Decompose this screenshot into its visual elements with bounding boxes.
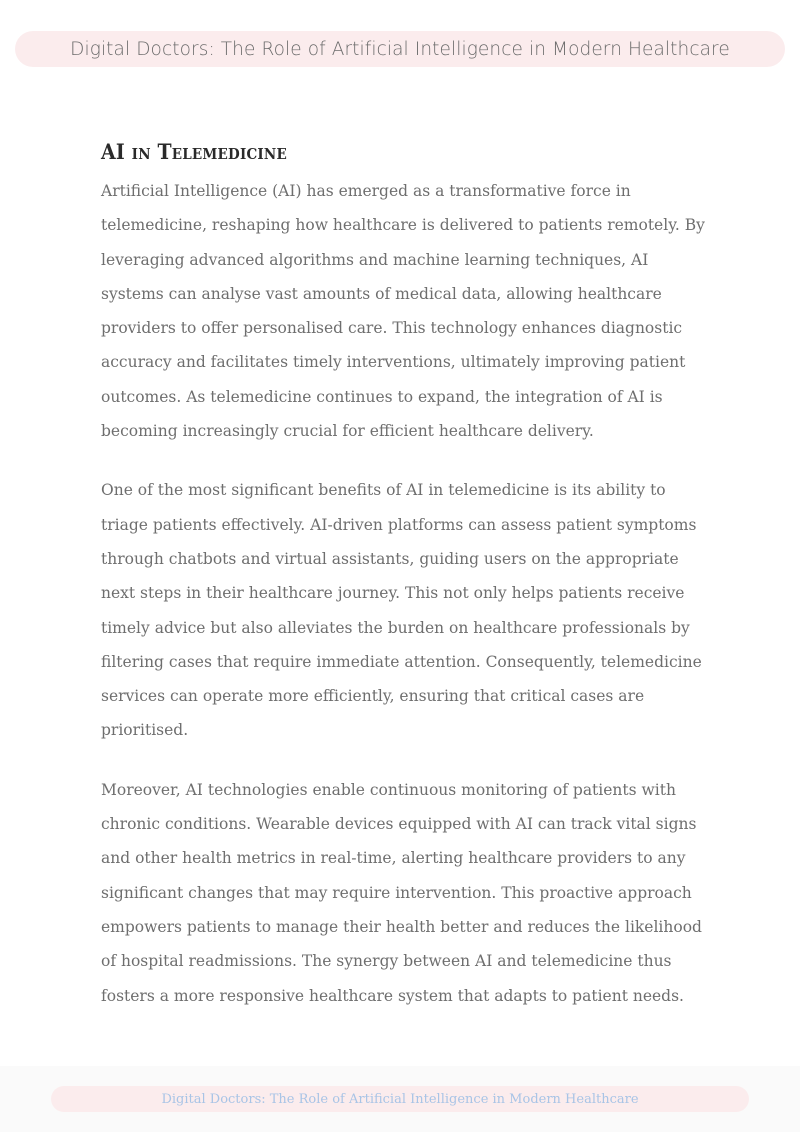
header-title: Digital Doctors: The Role of Artificial Intelligence in Modern Healthcare [70, 38, 730, 60]
page-footer [51, 1086, 749, 1112]
paragraph-3: Moreover, AI technologies enable continuous monitoring of patients with chronic conditions. Wearable devices equipped with AI can track vital signs and other health metrics in real-time, alerting healthcare providers to any significant changes that may require intervention. This proactive approach empowers patients to manage their health better and reduces the likelihood of hospital readmissions. The synergy between AI and telemedicine thus fosters a more responsive healthcare system that adapts to patient needs. [101, 780, 702, 1005]
page-header [15, 31, 785, 67]
footer-title: Digital Doctors: The Role of Artificial Intelligence in Modern Healthcare [161, 1091, 639, 1107]
paragraph-1: Artificial Intelligence (AI) has emerged as a transformative force in telemedicine, reshaping how healthcare is delivered to patients remotely. By leveraging advanced algorithms and machine learning techniques, AI systems can analyse vast amounts of medical data, allowing healthcare providers to offer personalised care. This technology enhances diagnostic accuracy and facilitates timely interventions, ultimately improving patient outcomes. As telemedicine continues to expand, the integration of AI is becoming increasingly crucial for efficient healthcare delivery. [101, 182, 705, 441]
section-heading: AI in Telemedicine [101, 139, 287, 164]
paragraph-2: One of the most significant benefits of AI in telemedicine is its ability to triage patients effectively. AI-driven platforms can assess patient symptoms through chatbots and virtual assistants, guiding users on the appropriate next steps in their healthcare journey. This not only helps patients receive timely advice but also alleviates the burden on healthcare professionals by filtering cases that require immediate attention. Consequently, telemedicine services can operate more efficiently, ensuring that critical cases are prioritised. [101, 481, 702, 740]
main-content [101, 138, 711, 1038]
